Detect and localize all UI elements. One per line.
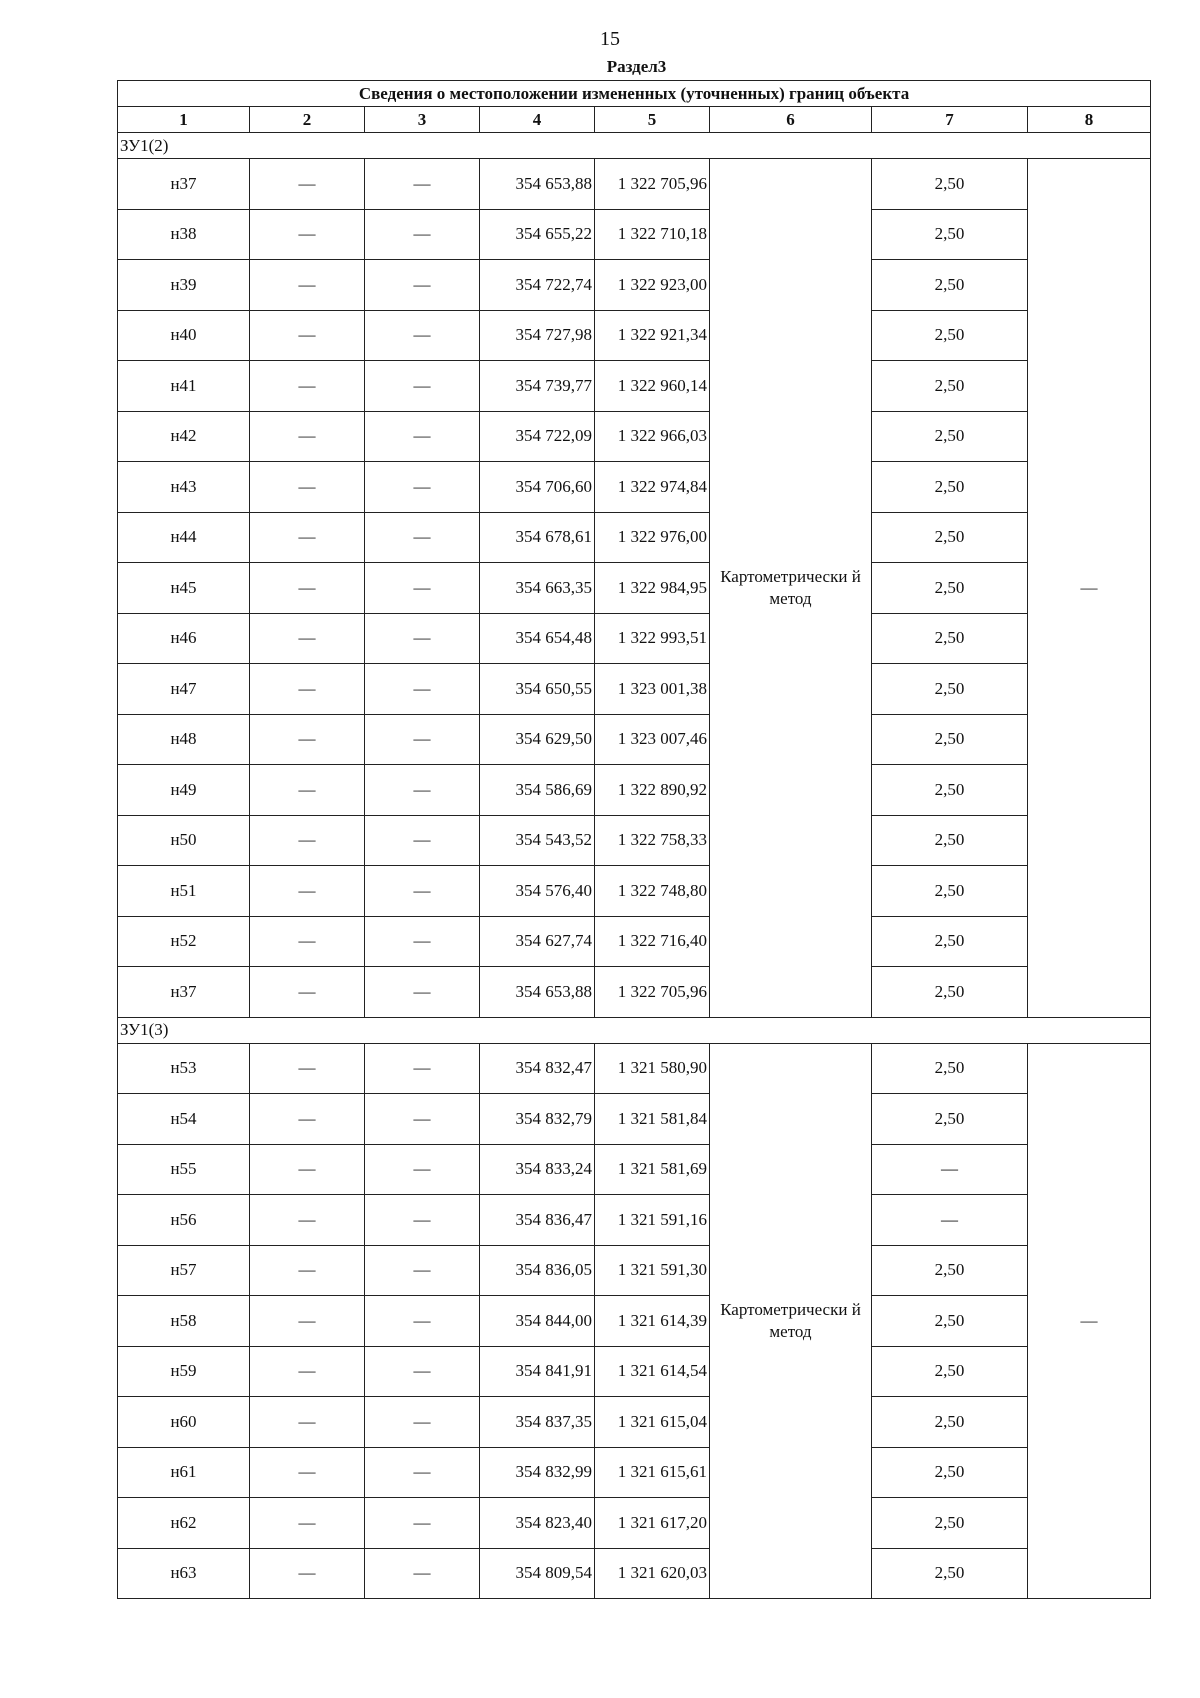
column-2-cell: —: [250, 866, 365, 917]
point-name-cell: н52: [118, 916, 250, 967]
point-name-cell: н41: [118, 361, 250, 412]
accuracy-cell: 2,50: [872, 765, 1028, 816]
y-coordinate-cell: 1 322 974,84: [595, 462, 710, 513]
x-coordinate-cell: 354 841,91: [480, 1346, 595, 1397]
accuracy-cell: 2,50: [872, 1346, 1028, 1397]
column-number: 6: [710, 107, 872, 133]
column-3-cell: —: [365, 1144, 480, 1195]
point-name-cell: н57: [118, 1245, 250, 1296]
column-2-cell: —: [250, 1397, 365, 1448]
column-2-cell: —: [250, 310, 365, 361]
y-coordinate-cell: 1 321 580,90: [595, 1043, 710, 1094]
group-label: ЗУ1(3): [118, 1017, 1151, 1043]
table-row: [118, 1043, 1151, 1094]
x-coordinate-cell: 354 823,40: [480, 1498, 595, 1549]
section-title: Раздел3: [606, 57, 667, 76]
column-number: 3: [365, 107, 480, 133]
x-coordinate-cell: 354 727,98: [480, 310, 595, 361]
column-3-cell: —: [365, 209, 480, 260]
column-2-cell: —: [250, 1346, 365, 1397]
y-coordinate-cell: 1 322 705,96: [595, 159, 710, 210]
point-name-cell: н46: [118, 613, 250, 664]
column-2-cell: —: [250, 815, 365, 866]
x-coordinate-cell: 354 655,22: [480, 209, 595, 260]
table-caption-row: [118, 81, 1151, 107]
column-2-cell: —: [250, 159, 365, 210]
point-name-cell: н48: [118, 714, 250, 765]
column-3-cell: —: [365, 1245, 480, 1296]
y-coordinate-cell: 1 322 890,92: [595, 765, 710, 816]
column-number: 8: [1028, 107, 1151, 133]
table-row: [118, 1144, 1151, 1195]
column-2-cell: —: [250, 209, 365, 260]
y-coordinate-cell: 1 321 615,61: [595, 1447, 710, 1498]
column-3-cell: —: [365, 815, 480, 866]
accuracy-cell: 2,50: [872, 1548, 1028, 1599]
y-coordinate-cell: 1 323 007,46: [595, 714, 710, 765]
column-3-cell: —: [365, 411, 480, 462]
column-number: 7: [872, 107, 1028, 133]
y-coordinate-cell: 1 321 581,84: [595, 1094, 710, 1145]
point-name-cell: н55: [118, 1144, 250, 1195]
column-number: 4: [480, 107, 595, 133]
x-coordinate-cell: 354 653,88: [480, 967, 595, 1018]
point-name-cell: н49: [118, 765, 250, 816]
point-name-cell: н40: [118, 310, 250, 361]
x-coordinate-cell: 354 650,55: [480, 664, 595, 715]
column-3-cell: —: [365, 967, 480, 1018]
column-2-cell: —: [250, 664, 365, 715]
table-row: [118, 1548, 1151, 1599]
table-row: [118, 613, 1151, 664]
point-name-cell: н62: [118, 1498, 250, 1549]
accuracy-cell: 2,50: [872, 1043, 1028, 1094]
x-coordinate-cell: 354 678,61: [480, 512, 595, 563]
y-coordinate-cell: 1 321 620,03: [595, 1548, 710, 1599]
y-coordinate-cell: 1 323 001,38: [595, 664, 710, 715]
accuracy-cell: 2,50: [872, 1498, 1028, 1549]
accuracy-cell: —: [872, 1195, 1028, 1246]
column-3-cell: —: [365, 664, 480, 715]
y-coordinate-cell: 1 322 748,80: [595, 866, 710, 917]
y-coordinate-cell: 1 322 716,40: [595, 916, 710, 967]
column-3-cell: —: [365, 1346, 480, 1397]
y-coordinate-cell: 1 321 615,04: [595, 1397, 710, 1448]
y-coordinate-cell: 1 321 591,16: [595, 1195, 710, 1246]
table-row: [118, 563, 1151, 614]
x-coordinate-cell: 354 836,05: [480, 1245, 595, 1296]
accuracy-cell: 2,50: [872, 563, 1028, 614]
x-coordinate-cell: 354 576,40: [480, 866, 595, 917]
x-coordinate-cell: 354 706,60: [480, 462, 595, 513]
table-row: [118, 1346, 1151, 1397]
accuracy-cell: 2,50: [872, 209, 1028, 260]
column-number-row: [118, 107, 1151, 133]
y-coordinate-cell: 1 322 705,96: [595, 967, 710, 1018]
column-2-cell: —: [250, 916, 365, 967]
point-name-cell: н39: [118, 260, 250, 311]
point-name-cell: н58: [118, 1296, 250, 1347]
column-3-cell: —: [365, 1498, 480, 1549]
table-row: [118, 1195, 1151, 1246]
column-3-cell: —: [365, 260, 480, 311]
column-3-cell: —: [365, 1447, 480, 1498]
point-name-cell: н37: [118, 159, 250, 210]
table-row: [118, 1498, 1151, 1549]
y-coordinate-cell: 1 321 591,30: [595, 1245, 710, 1296]
column-3-cell: —: [365, 159, 480, 210]
accuracy-cell: 2,50: [872, 462, 1028, 513]
column-3-cell: —: [365, 512, 480, 563]
y-coordinate-cell: 1 322 758,33: [595, 815, 710, 866]
y-coordinate-cell: 1 321 614,54: [595, 1346, 710, 1397]
accuracy-cell: 2,50: [872, 1094, 1028, 1145]
point-name-cell: н50: [118, 815, 250, 866]
table-row: [118, 664, 1151, 715]
column-2-cell: —: [250, 1498, 365, 1549]
point-name-cell: н51: [118, 866, 250, 917]
column-3-cell: —: [365, 866, 480, 917]
accuracy-cell: 2,50: [872, 664, 1028, 715]
column-3-cell: —: [365, 613, 480, 664]
column-2-cell: —: [250, 1296, 365, 1347]
y-coordinate-cell: 1 322 976,00: [595, 512, 710, 563]
point-name-cell: н37: [118, 967, 250, 1018]
column-2-cell: —: [250, 1043, 365, 1094]
column-2-cell: —: [250, 714, 365, 765]
accuracy-cell: 2,50: [872, 967, 1028, 1018]
table-row: [118, 916, 1151, 967]
column-2-cell: —: [250, 1447, 365, 1498]
column-number: 1: [118, 107, 250, 133]
x-coordinate-cell: 354 722,09: [480, 411, 595, 462]
point-name-cell: н47: [118, 664, 250, 715]
column-8-cell: —: [1028, 159, 1151, 1018]
table-row: [118, 209, 1151, 260]
y-coordinate-cell: 1 322 921,34: [595, 310, 710, 361]
point-name-cell: н44: [118, 512, 250, 563]
column-2-cell: —: [250, 613, 365, 664]
point-name-cell: н45: [118, 563, 250, 614]
point-name-cell: н56: [118, 1195, 250, 1246]
table-row: [118, 260, 1151, 311]
table-row: [118, 361, 1151, 412]
point-name-cell: н53: [118, 1043, 250, 1094]
table-row: [118, 310, 1151, 361]
column-2-cell: —: [250, 1245, 365, 1296]
accuracy-cell: 2,50: [872, 613, 1028, 664]
group-row: [118, 1017, 1151, 1043]
column-2-cell: —: [250, 512, 365, 563]
x-coordinate-cell: 354 832,47: [480, 1043, 595, 1094]
point-name-cell: н38: [118, 209, 250, 260]
group-label: ЗУ1(2): [118, 133, 1151, 159]
accuracy-cell: 2,50: [872, 260, 1028, 311]
column-3-cell: —: [365, 1397, 480, 1448]
x-coordinate-cell: 354 543,52: [480, 815, 595, 866]
y-coordinate-cell: 1 321 617,20: [595, 1498, 710, 1549]
x-coordinate-cell: 354 663,35: [480, 563, 595, 614]
y-coordinate-cell: 1 321 581,69: [595, 1144, 710, 1195]
accuracy-cell: 2,50: [872, 1296, 1028, 1347]
boundary-coordinates-table: [117, 80, 1151, 1599]
table-row: [118, 462, 1151, 513]
point-name-cell: н43: [118, 462, 250, 513]
column-2-cell: —: [250, 563, 365, 614]
column-3-cell: —: [365, 310, 480, 361]
table-row: [118, 765, 1151, 816]
accuracy-cell: —: [872, 1144, 1028, 1195]
point-name-cell: н42: [118, 411, 250, 462]
column-2-cell: —: [250, 1548, 365, 1599]
y-coordinate-cell: 1 322 710,18: [595, 209, 710, 260]
x-coordinate-cell: 354 844,00: [480, 1296, 595, 1347]
column-3-cell: —: [365, 916, 480, 967]
column-3-cell: —: [365, 1043, 480, 1094]
accuracy-cell: 2,50: [872, 159, 1028, 210]
table-row: [118, 967, 1151, 1018]
table-row: [118, 1296, 1151, 1347]
column-number: 2: [250, 107, 365, 133]
accuracy-cell: 2,50: [872, 1447, 1028, 1498]
column-3-cell: —: [365, 1195, 480, 1246]
x-coordinate-cell: 354 837,35: [480, 1397, 595, 1448]
point-name-cell: н54: [118, 1094, 250, 1145]
y-coordinate-cell: 1 322 966,03: [595, 411, 710, 462]
table-row: [118, 815, 1151, 866]
y-coordinate-cell: 1 322 923,00: [595, 260, 710, 311]
column-number: 5: [595, 107, 710, 133]
group-row: [118, 133, 1151, 159]
table-row: [118, 1447, 1151, 1498]
column-2-cell: —: [250, 765, 365, 816]
column-3-cell: —: [365, 1094, 480, 1145]
accuracy-cell: 2,50: [872, 815, 1028, 866]
x-coordinate-cell: 354 722,74: [480, 260, 595, 311]
x-coordinate-cell: 354 629,50: [480, 714, 595, 765]
column-3-cell: —: [365, 1296, 480, 1347]
method-cell: Картометрически й метод: [710, 159, 872, 1018]
accuracy-cell: 2,50: [872, 310, 1028, 361]
page-number: 15: [600, 28, 620, 50]
accuracy-cell: 2,50: [872, 361, 1028, 412]
x-coordinate-cell: 354 809,54: [480, 1548, 595, 1599]
accuracy-cell: 2,50: [872, 411, 1028, 462]
table-row: [118, 512, 1151, 563]
column-2-cell: —: [250, 1195, 365, 1246]
y-coordinate-cell: 1 322 984,95: [595, 563, 710, 614]
table-row: [118, 1245, 1151, 1296]
accuracy-cell: 2,50: [872, 866, 1028, 917]
accuracy-cell: 2,50: [872, 1245, 1028, 1296]
column-2-cell: —: [250, 361, 365, 412]
x-coordinate-cell: 354 586,69: [480, 765, 595, 816]
y-coordinate-cell: 1 321 614,39: [595, 1296, 710, 1347]
column-2-cell: —: [250, 1144, 365, 1195]
method-cell: Картометрически й метод: [710, 1043, 872, 1599]
y-coordinate-cell: 1 322 960,14: [595, 361, 710, 412]
x-coordinate-cell: 354 836,47: [480, 1195, 595, 1246]
table-row: [118, 159, 1151, 210]
x-coordinate-cell: 354 832,99: [480, 1447, 595, 1498]
column-2-cell: —: [250, 260, 365, 311]
column-3-cell: —: [365, 765, 480, 816]
point-name-cell: н60: [118, 1397, 250, 1448]
y-coordinate-cell: 1 322 993,51: [595, 613, 710, 664]
table-row: [118, 1397, 1151, 1448]
column-3-cell: —: [365, 1548, 480, 1599]
column-3-cell: —: [365, 361, 480, 412]
x-coordinate-cell: 354 739,77: [480, 361, 595, 412]
point-name-cell: н59: [118, 1346, 250, 1397]
column-3-cell: —: [365, 563, 480, 614]
x-coordinate-cell: 354 833,24: [480, 1144, 595, 1195]
x-coordinate-cell: 354 627,74: [480, 916, 595, 967]
x-coordinate-cell: 354 653,88: [480, 159, 595, 210]
column-2-cell: —: [250, 1094, 365, 1145]
column-8-cell: —: [1028, 1043, 1151, 1599]
column-2-cell: —: [250, 462, 365, 513]
table-caption: Сведения о местоположении измененных (уточненных) границ объекта: [118, 81, 1151, 107]
column-2-cell: —: [250, 411, 365, 462]
column-2-cell: —: [250, 967, 365, 1018]
table-row: [118, 714, 1151, 765]
column-3-cell: —: [365, 714, 480, 765]
table-row: [118, 1094, 1151, 1145]
accuracy-cell: 2,50: [872, 916, 1028, 967]
accuracy-cell: 2,50: [872, 714, 1028, 765]
column-3-cell: —: [365, 462, 480, 513]
table-row: [118, 866, 1151, 917]
table-row: [118, 411, 1151, 462]
x-coordinate-cell: 354 832,79: [480, 1094, 595, 1145]
x-coordinate-cell: 354 654,48: [480, 613, 595, 664]
accuracy-cell: 2,50: [872, 1397, 1028, 1448]
point-name-cell: н63: [118, 1548, 250, 1599]
accuracy-cell: 2,50: [872, 512, 1028, 563]
point-name-cell: н61: [118, 1447, 250, 1498]
